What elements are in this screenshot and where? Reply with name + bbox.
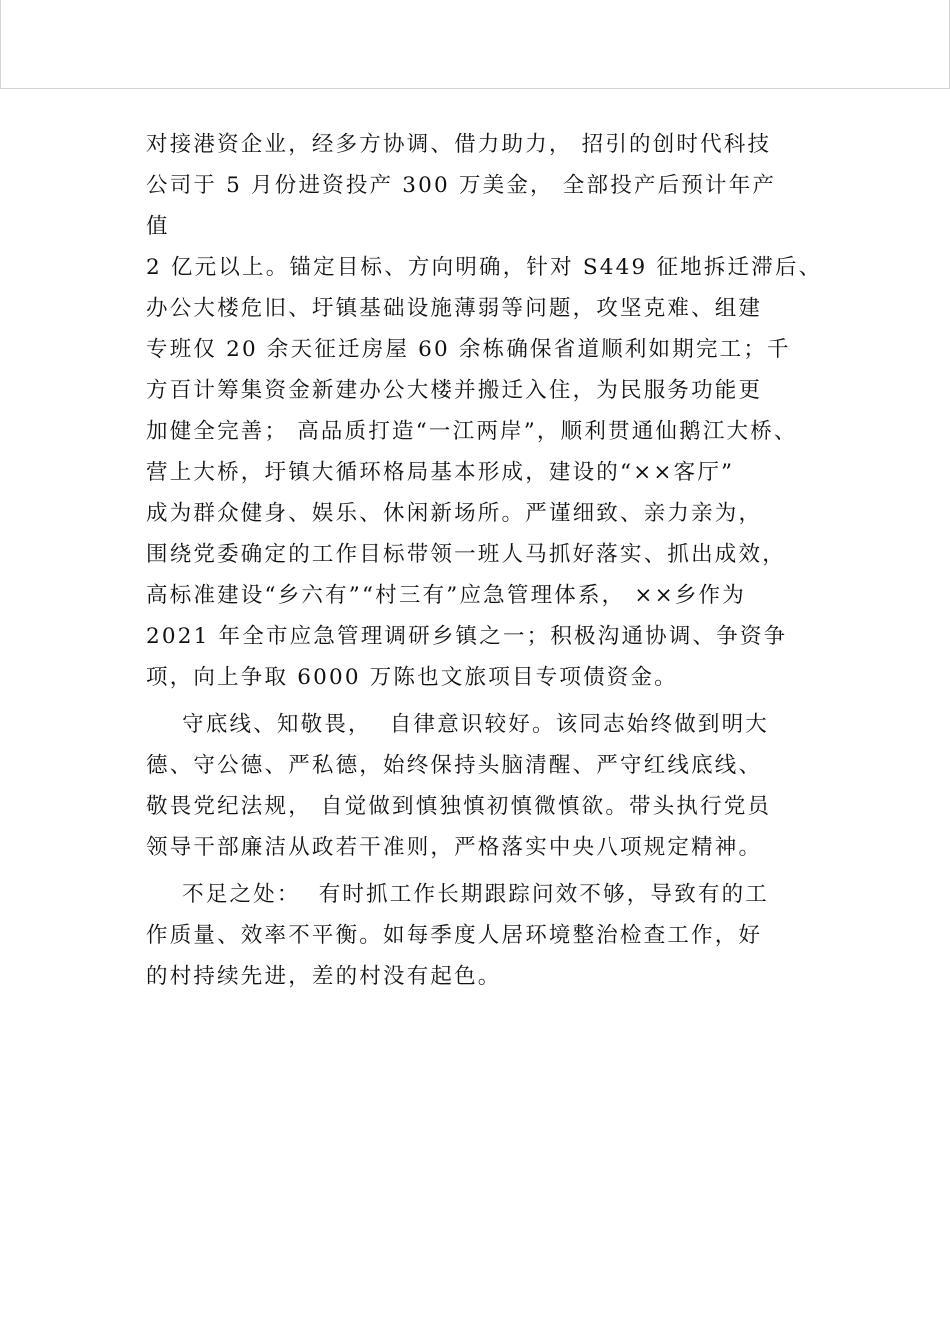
text-line: 专班仅 20 余天征迁房屋 60 余栋确保省道顺利如期完工；千 [146, 337, 791, 362]
paragraph-shortcomings [146, 874, 826, 997]
text-line: 领导干部廉洁从政若干准则，严格落实中央八项规定精神。 [146, 835, 763, 860]
document-body [146, 124, 826, 997]
previous-page-edge [0, 0, 950, 89]
text-line: 加健全完善； 高品质打造“一江两岸”，顺利贯通仙鹅江大桥、 [146, 419, 798, 444]
text-line: 营上大桥，圩镇大循环格局基本形成，建设的“××客厅” [146, 460, 735, 485]
text-line: 敬畏党纪法规， 自觉做到慎独慎初慎微慎欲。带头执行党员 [146, 794, 772, 819]
paragraph-achievements [146, 124, 826, 698]
text-line: 守底线、知敬畏， 自律意识较好。该同志始终做到明大 [146, 712, 770, 737]
text-line: 围绕党委确定的工作目标带领一班人马抓好落实、抓出成效， [146, 542, 786, 567]
text-line: 的村持续先进，差的村没有起色。 [146, 964, 502, 989]
text-line: 成为群众健身、娱乐、休闲新场所。严谨细致、亲力亲为， [146, 501, 763, 526]
text-line: 办公大楼危旧、圩镇基础设施薄弱等问题，攻坚克难、组建 [146, 296, 763, 321]
text-line: 2021 年全市应急管理调研乡镇之一；积极沟通协调、争资争 [146, 624, 788, 649]
paragraph-integrity [146, 704, 826, 868]
text-line: 不足之处： 有时抓工作长期跟踪问效不够，导致有的工 [146, 882, 770, 907]
text-line: 作质量、效率不平衡。如每季度人居环境整治检查工作，好 [146, 923, 763, 948]
text-line: 值 [146, 214, 170, 239]
text-line: 对接港资企业，经多方协调、借力助力， 招引的创时代科技 [146, 132, 772, 157]
text-line: 公司于 5 月份进资投产 300 万美金， 全部投产后预计年产 [146, 173, 777, 198]
text-line: 方百计筹集资金新建办公大楼并搬迁入住，为民服务功能更 [146, 378, 763, 403]
text-line: 2 亿元以上。锚定目标、方向明确，针对 S449 征地拆迁滞后、 [146, 255, 823, 280]
text-line: 高标准建设“乡六有”“村三有”应急管理体系， ××乡作为 [146, 583, 746, 608]
text-line: 德、守公德、严私德，始终保持头脑清醒、严守红线底线、 [146, 753, 763, 778]
text-line: 项，向上争取 6000 万陈也文旅项目专项债资金。 [146, 665, 678, 690]
